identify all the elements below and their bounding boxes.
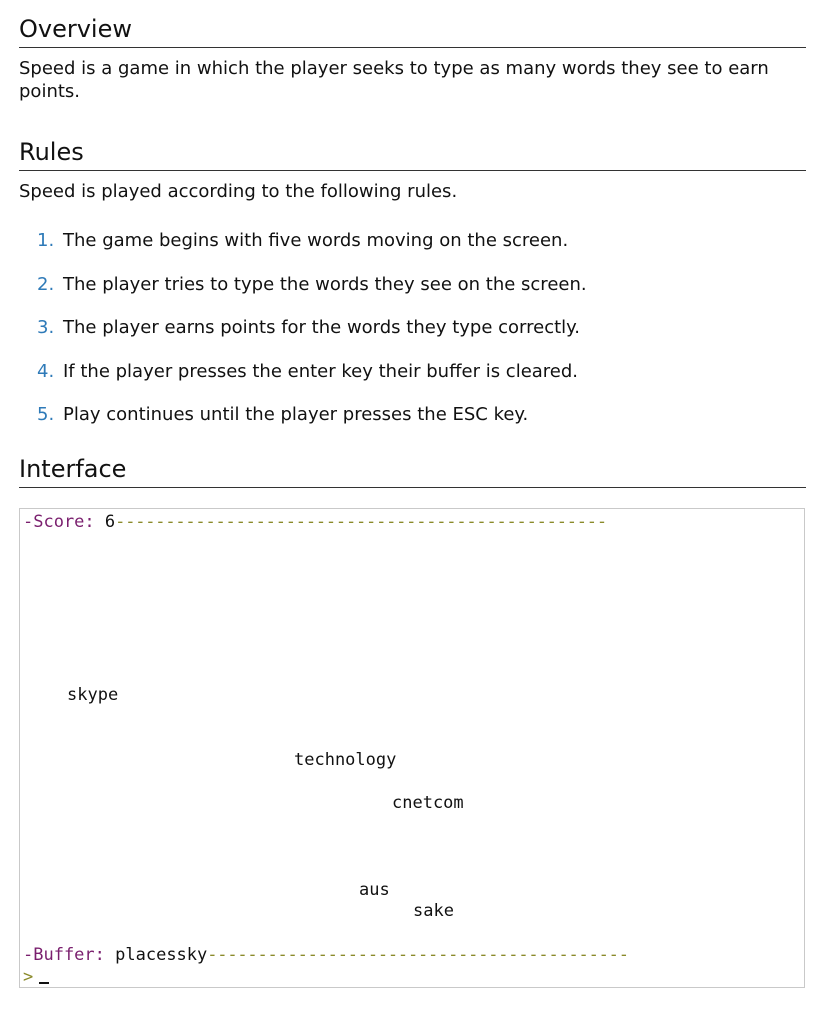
list-number: 4. bbox=[37, 360, 55, 382]
rules-list bbox=[19, 229, 806, 426]
list-item bbox=[37, 316, 806, 339]
list-number: 2. bbox=[37, 273, 55, 295]
list-item bbox=[37, 403, 806, 426]
overview-text: Speed is a game in which the player seeks to type as many words they see to earn points. bbox=[19, 58, 769, 102]
text-cursor bbox=[39, 968, 49, 984]
buffer-value: placessky bbox=[115, 945, 208, 965]
rules-intro: Speed is played according to the following rules. bbox=[19, 181, 458, 202]
buffer-label: -Buffer: bbox=[23, 945, 105, 965]
score-line bbox=[23, 512, 607, 532]
falling-word: sake bbox=[413, 901, 454, 921]
falling-word: cnetcom bbox=[392, 793, 464, 813]
list-text: The game begins with five words moving on the screen. bbox=[63, 230, 569, 251]
list-number: 5. bbox=[37, 404, 55, 425]
list-item bbox=[37, 273, 806, 296]
falling-word: skype bbox=[67, 685, 119, 705]
prompt-line[interactable] bbox=[23, 967, 49, 987]
list-item bbox=[37, 360, 806, 383]
falling-word: aus bbox=[359, 880, 390, 900]
overview-heading: Overview bbox=[19, 14, 806, 48]
list-number: 1. bbox=[37, 230, 55, 251]
score-dashes: ------------------------------------------------- bbox=[115, 512, 607, 532]
list-text: The player tries to type the words they see on the screen. bbox=[63, 273, 587, 295]
list-text: Play continues until the player presses the ESC key. bbox=[63, 404, 529, 425]
buffer-line bbox=[23, 945, 629, 965]
score-label: -Score: bbox=[23, 512, 95, 532]
list-text: The player earns points for the words they type correctly. bbox=[63, 317, 580, 338]
list-text: If the player presses the enter key their buffer is cleared. bbox=[63, 360, 579, 382]
prompt-symbol: > bbox=[23, 967, 34, 987]
interface-heading: Interface bbox=[19, 454, 806, 488]
buffer-dashes: ------------------------------------------ bbox=[207, 945, 629, 965]
game-terminal[interactable] bbox=[19, 508, 805, 988]
rules-heading: Rules bbox=[19, 137, 806, 171]
list-item bbox=[37, 229, 806, 252]
falling-word: technology bbox=[294, 750, 397, 770]
score-value: 6 bbox=[104, 512, 116, 532]
list-number: 3. bbox=[37, 317, 55, 338]
